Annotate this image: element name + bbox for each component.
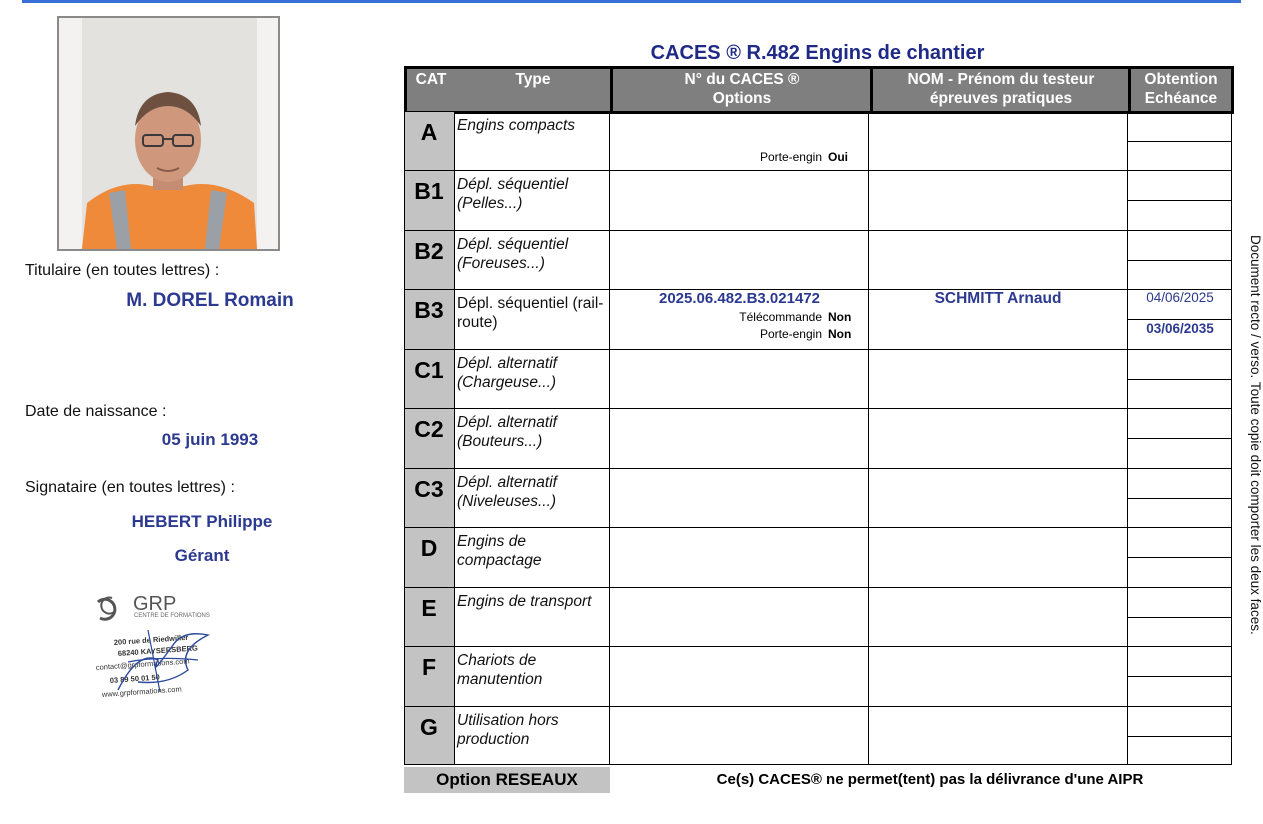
row-option [760,150,852,164]
row-option [760,327,852,341]
svg-text:contact@grpformations.com: contact@grpformations.com [95,656,190,672]
svg-text:GRP: GRP [133,593,177,615]
document-title: CACES ® R.482 Engins de chantier [650,42,985,64]
row-cat: D [420,535,438,561]
row-type: Engins compacts [457,117,576,134]
table-row [404,527,1232,586]
row-cat: C2 [414,416,444,442]
recto-verso-note: Document recto / verso. Toute copie doit comporter les deux faces. [1248,235,1263,635]
row-echeance: 03/06/2035 [1146,321,1214,336]
row-type: Utilisation hors production [457,712,559,748]
svg-text:03 89 50 01 50: 03 89 50 01 50 [109,672,161,685]
holder-label: Titulaire (en toutes lettres) : [25,262,220,279]
row-type: Dépl. séquentiel (rail-route) [457,295,604,331]
row-cat: C3 [414,476,444,502]
birth-date: 05 juin 1993 [161,430,259,449]
svg-text:www.grpformations.com: www.grpformations.com [101,684,182,699]
row-cat: E [421,595,437,621]
option-label: Télécommande [739,310,822,324]
table-row [404,170,1232,229]
row-type: Dépl. séquentiel (Foreuses...) [457,236,569,272]
row-cat: B1 [414,178,444,204]
header-number: N° du CACES ® Options [684,71,800,107]
birth-label: Date de naissance : [25,403,167,420]
option-reseaux: Option RESEAUX [404,767,610,793]
row-obtention: 04/06/2025 [1146,290,1214,305]
signatory-role: Gérant [174,546,230,565]
row-cat: C1 [414,357,444,383]
table-row [404,408,1232,467]
table-row [404,349,1232,408]
option-value: Non [828,327,852,341]
row-type: Chariots de manutention [457,652,543,688]
option-label: Porte-engin [759,327,822,341]
row-cat: G [420,714,438,740]
option-value: Oui [828,150,848,164]
row-option [739,310,852,324]
aipr-footnote: Ce(s) CACES® ne permet(tent) pas la délivrance d'une AIPR [716,771,1144,788]
svg-text:200 rue de Riedwiller: 200 rue de Riedwiller [113,632,189,647]
grp-logo-icon [88,590,228,702]
holder-name: M. DOREL Romain [126,290,294,311]
table-row [404,706,1232,765]
row-cat: B3 [414,297,444,323]
table-row [404,230,1232,289]
table-row [404,468,1232,527]
holder-photo [57,16,280,251]
option-label: Porte-engin [759,150,822,164]
table-header [404,66,1234,114]
top-rule [22,0,1241,3]
row-caces-number: 2025.06.482.B3.021472 [659,290,820,307]
table-row [404,111,1232,170]
header-dates: Obtention Echéance [1144,71,1218,107]
row-type: Dépl. alternatif (Bouteurs...) [457,414,557,450]
svg-text:CENTRE DE FORMATIONS: CENTRE DE FORMATIONS [134,613,210,619]
header-cat: CAT [415,71,447,88]
row-type: Engins de compactage [457,533,542,569]
row-type: Engins de transport [457,593,592,610]
company-stamp [88,590,228,702]
caces-table [404,111,1232,765]
header-tester: NOM - Prénom du testeur épreuves pratiques [907,71,1095,107]
svg-text:68240 KAYSERSBERG: 68240 KAYSERSBERG [117,643,199,658]
row-type: Dépl. séquentiel (Pelles...) [457,176,569,212]
row-cat: F [421,654,437,680]
header-type: Type [515,71,551,88]
table-row [404,587,1232,646]
option-value: Non [828,310,852,324]
table-row [404,289,1232,348]
row-cat: B2 [414,238,444,264]
signatory-name: HEBERT Philippe [131,512,273,531]
table-row [404,646,1232,705]
signatory-label: Signataire (en toutes lettres) : [25,479,235,496]
row-cat: A [420,119,438,145]
row-type: Dépl. alternatif (Niveleuses...) [457,474,557,510]
row-tester: SCHMITT Arnaud [934,290,1062,307]
row-type: Dépl. alternatif (Chargeuse...) [457,355,557,391]
